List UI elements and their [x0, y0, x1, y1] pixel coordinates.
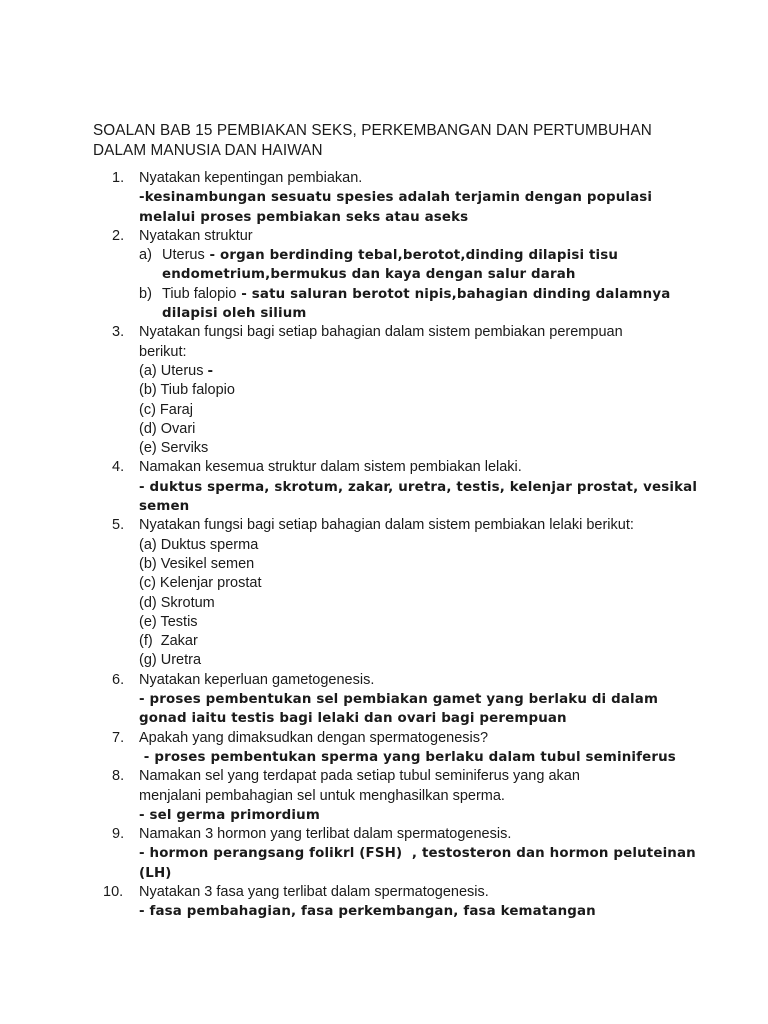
sub-item-label: Tiub falopio — [162, 285, 237, 302]
answer-text: - organ berdinding tebal,berotot,dinding dilapisi tisu — [204, 248, 619, 264]
question-6 — [112, 671, 702, 690]
list-item-text: (b) Vesikel semen — [139, 555, 255, 572]
answer-text: - fasa pembahagian, fasa perkembangan, fasa kematangan — [139, 904, 596, 920]
question-text: menjalani pembahagian sel untuk menghasilkan sperma. — [139, 787, 505, 804]
question-text: Apakah yang dimaksudkan dengan spermatogenesis? — [139, 729, 489, 746]
question-text: Nyatakan keperluan gametogenesis. — [139, 671, 375, 688]
question-number: 6. — [112, 671, 125, 688]
list-item — [112, 439, 702, 458]
question-number: 10. — [103, 883, 124, 900]
question-5 — [112, 516, 702, 535]
question-text-cont — [112, 343, 702, 362]
sub-item-text — [162, 246, 618, 265]
answer-line — [112, 265, 702, 284]
answer-line — [112, 806, 702, 825]
list-item-text: (e) Testis — [139, 613, 198, 630]
question-number: 8. — [112, 768, 125, 785]
answer-text: - hormon perangsang folikrl (FSH) , testosteron dan hormon peluteinan — [139, 846, 696, 862]
list-item — [112, 555, 702, 574]
answer-text: -kesinambungan sesuatu spesies adalah terjamin dengan populasi — [139, 190, 653, 206]
answer-text: - proses pembentukan sperma yang berlaku dalam tubul seminiferus — [139, 749, 676, 765]
title-line-1: SOALAN BAB 15 PEMBIAKAN SEKS, PERKEMBANGAN DAN PERTUMBUHAN — [93, 122, 652, 139]
question-number: 1. — [112, 170, 125, 186]
answer-text: - satu saluran berotot nipis,bahagian dinding dalamnya — [236, 286, 671, 302]
answer-text: - — [207, 363, 214, 379]
question-text: Namakan kesemua struktur dalam sistem pembiakan lelaki. — [139, 459, 522, 476]
sub-item-a — [112, 246, 702, 265]
list-item-text: (c) Faraj — [139, 401, 193, 418]
list-item-text: (b) Tiub falopio — [139, 382, 235, 399]
question-2 — [112, 227, 702, 246]
answer-line — [112, 497, 702, 516]
answer-line — [112, 864, 702, 883]
list-item-text: (e) Serviks — [139, 440, 209, 457]
question-number: 7. — [112, 729, 125, 746]
list-item — [112, 613, 702, 632]
answer-line — [112, 188, 702, 207]
list-item — [112, 632, 702, 651]
answer-line — [112, 902, 702, 921]
list-item-text: (d) Ovari — [139, 420, 196, 437]
question-8 — [112, 767, 702, 786]
list-item-text — [139, 362, 213, 381]
list-item — [112, 420, 702, 439]
list-item-label: (a) Uterus — [139, 362, 208, 379]
answer-text: - sel germa primordium — [139, 807, 320, 823]
answer-text: gonad iaitu testis bagi lelaki dan ovari bagi perempuan — [139, 711, 567, 727]
question-text: Nyatakan 3 fasa yang terlibat dalam spermatogenesis. — [139, 883, 489, 900]
answer-line — [112, 748, 702, 767]
list-item — [112, 381, 702, 400]
answer-text: - duktus sperma, skrotum, zakar, uretra, testis, kelenjar prostat, vesikal — [139, 479, 698, 495]
answer-text: endometrium,bermukus dan kaya dengan salur darah — [162, 267, 576, 283]
question-text: Namakan 3 hormon yang terlibat dalam spermatogenesis. — [139, 826, 512, 843]
page-title — [93, 121, 733, 161]
question-text: berikut: — [139, 343, 187, 360]
question-10 — [103, 883, 702, 902]
question-number: 9. — [112, 826, 125, 843]
list-item — [112, 362, 702, 381]
question-text-cont — [112, 787, 702, 806]
list-item-text: (g) Uretra — [139, 652, 202, 669]
question-9 — [112, 825, 702, 844]
question-text: Nyatakan kepentingan pembiakan. — [139, 170, 363, 186]
question-list — [103, 169, 702, 922]
answer-line — [112, 709, 702, 728]
answer-text: melalui proses pembiakan seks atau aseks — [139, 209, 469, 225]
question-3 — [112, 323, 702, 342]
list-item — [112, 574, 702, 593]
title-line-2: DALAM MANUSIA DAN HAIWAN — [93, 142, 323, 159]
question-number: 2. — [112, 227, 125, 244]
question-text: Namakan sel yang terdapat pada setiap tubul seminiferus yang akan — [139, 768, 580, 785]
answer-text: semen — [139, 499, 190, 515]
list-item-text: (d) Skrotum — [139, 594, 215, 611]
answer-text: (LH) — [139, 865, 172, 881]
list-item — [112, 594, 702, 613]
answer-line — [112, 208, 702, 227]
question-text: Nyatakan fungsi bagi setiap bahagian dalam sistem pembiakan perempuan — [139, 324, 623, 341]
sub-item-label: Uterus — [162, 247, 205, 264]
sub-item-text — [162, 285, 670, 304]
sub-item-marker: b) — [139, 285, 152, 302]
list-item-text: (c) Kelenjar prostat — [139, 575, 262, 592]
answer-line — [112, 304, 702, 323]
question-number: 4. — [112, 459, 125, 476]
question-1 — [112, 169, 702, 188]
question-4 — [112, 458, 702, 477]
answer-text: dilapisi oleh silium — [162, 306, 307, 322]
answer-line — [112, 478, 702, 497]
answer-text: - proses pembentukan sel pembiakan gamet yang berlaku di dalam — [139, 692, 659, 708]
list-item-text: (f) Zakar — [139, 633, 198, 650]
answer-line — [112, 844, 702, 863]
question-number: 5. — [112, 517, 125, 534]
question-7 — [112, 729, 702, 748]
question-text: Nyatakan fungsi bagi setiap bahagian dalam sistem pembiakan lelaki berikut: — [139, 517, 634, 534]
list-item — [112, 536, 702, 555]
question-number: 3. — [112, 324, 125, 341]
sub-item-b — [112, 285, 702, 304]
list-item-text: (a) Duktus sperma — [139, 536, 259, 553]
question-text: Nyatakan struktur — [139, 227, 253, 244]
sub-item-marker: a) — [139, 247, 152, 264]
answer-line — [112, 690, 702, 709]
list-item — [112, 401, 702, 420]
list-item — [112, 651, 702, 670]
